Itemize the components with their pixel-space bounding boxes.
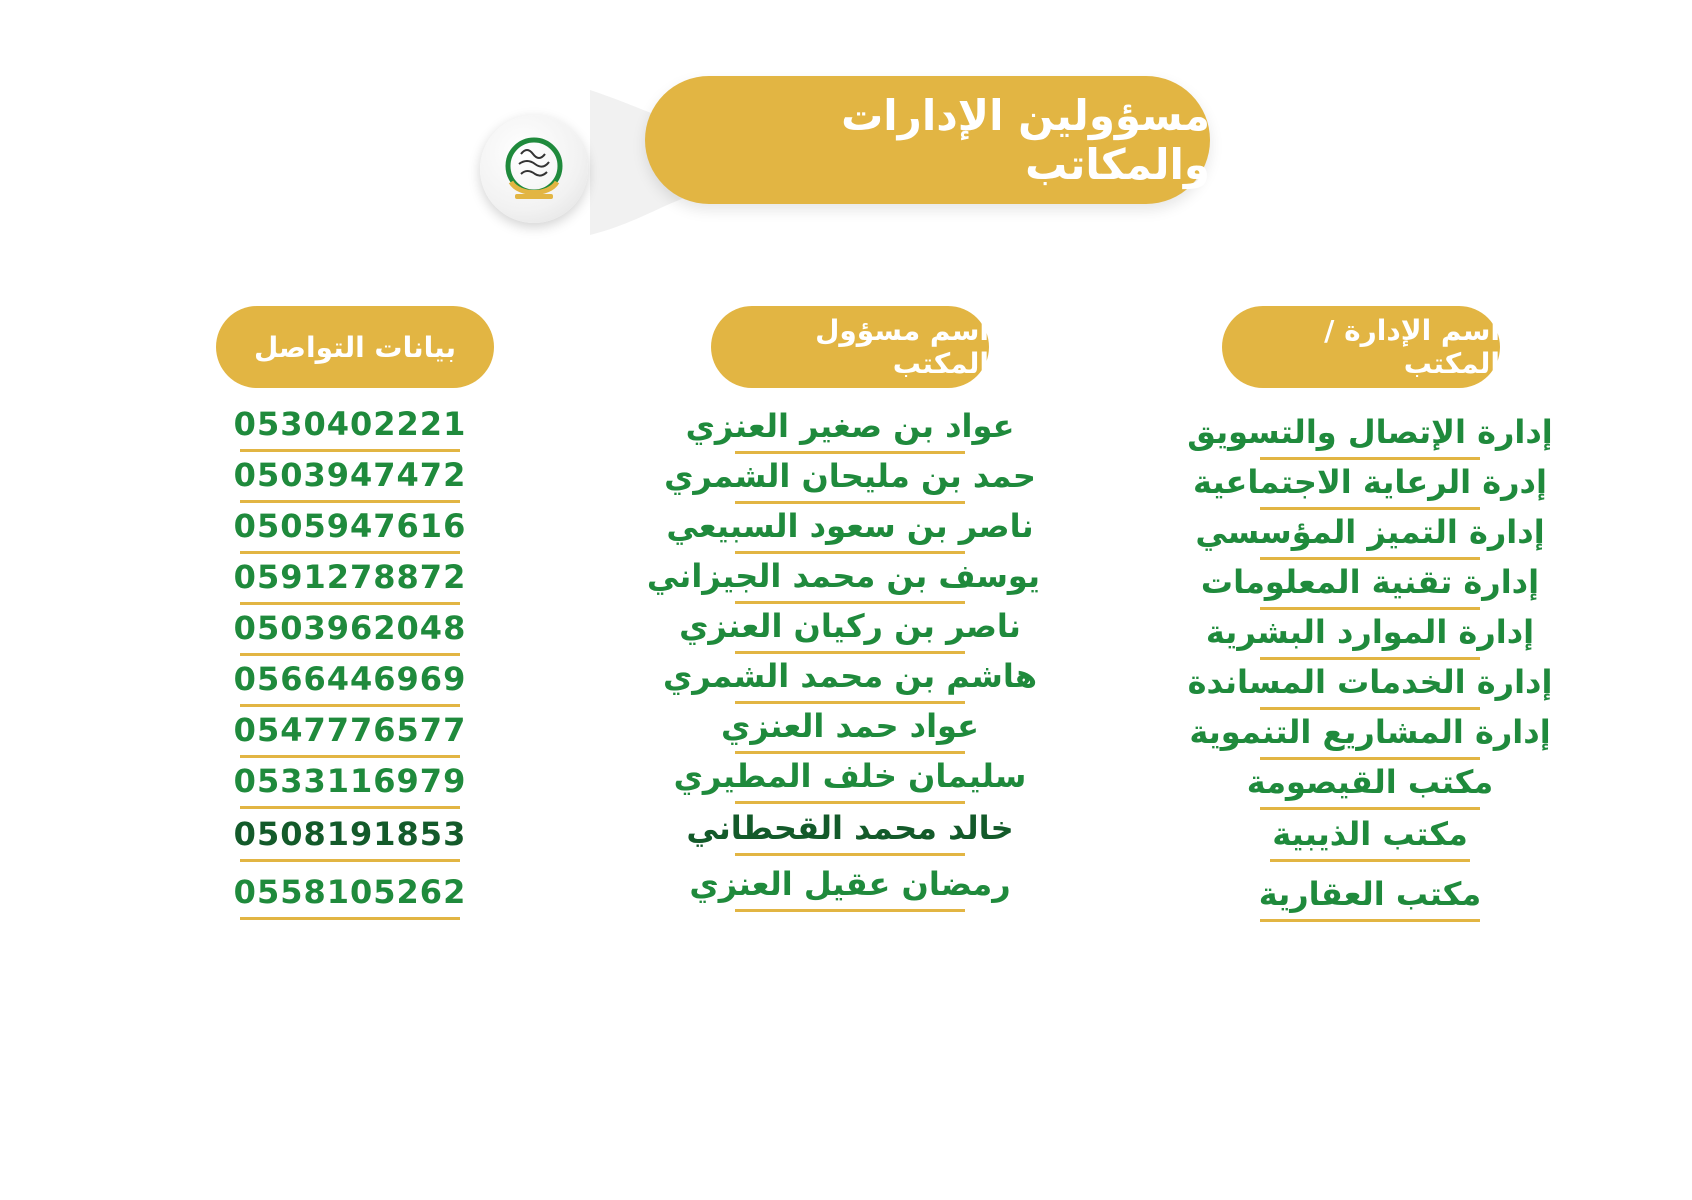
list-item: 0530402221	[200, 402, 500, 454]
page-title	[645, 76, 1210, 204]
list-item: هاشم بن محمد الشمري	[660, 654, 1040, 706]
list-item: إدارة الموارد البشرية	[1180, 610, 1560, 662]
list-item: يوسف بن محمد الجيزاني	[660, 554, 1040, 606]
underline	[735, 853, 965, 856]
list-item: 0503962048	[200, 606, 500, 658]
list-item: 0503947472	[200, 453, 500, 505]
list-item: إدارة التميز المؤسسي	[1180, 510, 1560, 562]
list-item: مكتب القيصومة	[1180, 760, 1560, 812]
phones-list	[200, 402, 500, 922]
list-item: 0505947616	[200, 504, 500, 556]
list-item: إدرة الرعاية الاجتماعية	[1180, 460, 1560, 512]
list-item: ناصر بن ركيان العنزي	[660, 604, 1040, 656]
underline	[1260, 807, 1480, 810]
list-item: 0591278872	[200, 555, 500, 607]
list-item: 0533116979	[200, 759, 500, 811]
underline	[1270, 859, 1470, 862]
contact-header	[216, 306, 494, 388]
list-item: إدارة الخدمات المساندة	[1180, 660, 1560, 712]
list-item: حمد بن مليحان الشمري	[660, 454, 1040, 506]
list-item: سليمان خلف المطيري	[660, 754, 1040, 806]
list-item: 0547776577	[200, 708, 500, 760]
underline	[240, 755, 460, 758]
list-item: عواد حمد العنزي	[660, 704, 1040, 756]
list-item: 0508191853	[200, 812, 500, 864]
association-seal-icon	[497, 132, 571, 206]
officials-list	[646, 404, 1040, 924]
underline	[240, 806, 460, 809]
list-item: إدارة الإتصال والتسويق	[1180, 410, 1560, 462]
underline	[240, 602, 460, 605]
underline	[1260, 919, 1480, 922]
departments-list	[1180, 410, 1560, 930]
logo-badge	[480, 115, 588, 223]
underline	[240, 859, 460, 862]
list-item: عواد بن صغير العنزي	[660, 404, 1040, 456]
underline	[240, 551, 460, 554]
list-item: ناصر بن سعود السبيعي	[660, 504, 1040, 556]
underline	[240, 917, 460, 920]
official-header-text: اسم مسؤول المكتب	[815, 314, 989, 380]
department-header-text: اسم الإدارة / المكتب	[1324, 314, 1500, 380]
official-header	[711, 306, 989, 388]
contact-header-text: بيانات التواصل	[253, 330, 457, 364]
list-item: 0558105262	[200, 870, 500, 922]
list-item: مكتب العقارية	[1180, 872, 1560, 924]
list-item: خالد محمد القحطاني	[660, 806, 1040, 858]
underline	[735, 909, 965, 912]
department-header	[1222, 306, 1500, 388]
underline	[240, 500, 460, 503]
title-banner	[470, 70, 1230, 245]
list-item: إدارة تقنية المعلومات	[1180, 560, 1560, 612]
underline	[240, 653, 460, 656]
underline	[240, 449, 460, 452]
list-item: رمضان عقيل العنزي	[660, 862, 1040, 914]
list-item: مكتب الذيبية	[1180, 812, 1560, 864]
list-item: 0566446969	[200, 657, 500, 709]
page-title-text: مسؤولين الإدارات والمكاتب	[841, 91, 1210, 189]
list-item: إدارة المشاريع التنموية	[1180, 710, 1560, 762]
underline	[735, 801, 965, 804]
underline	[240, 704, 460, 707]
